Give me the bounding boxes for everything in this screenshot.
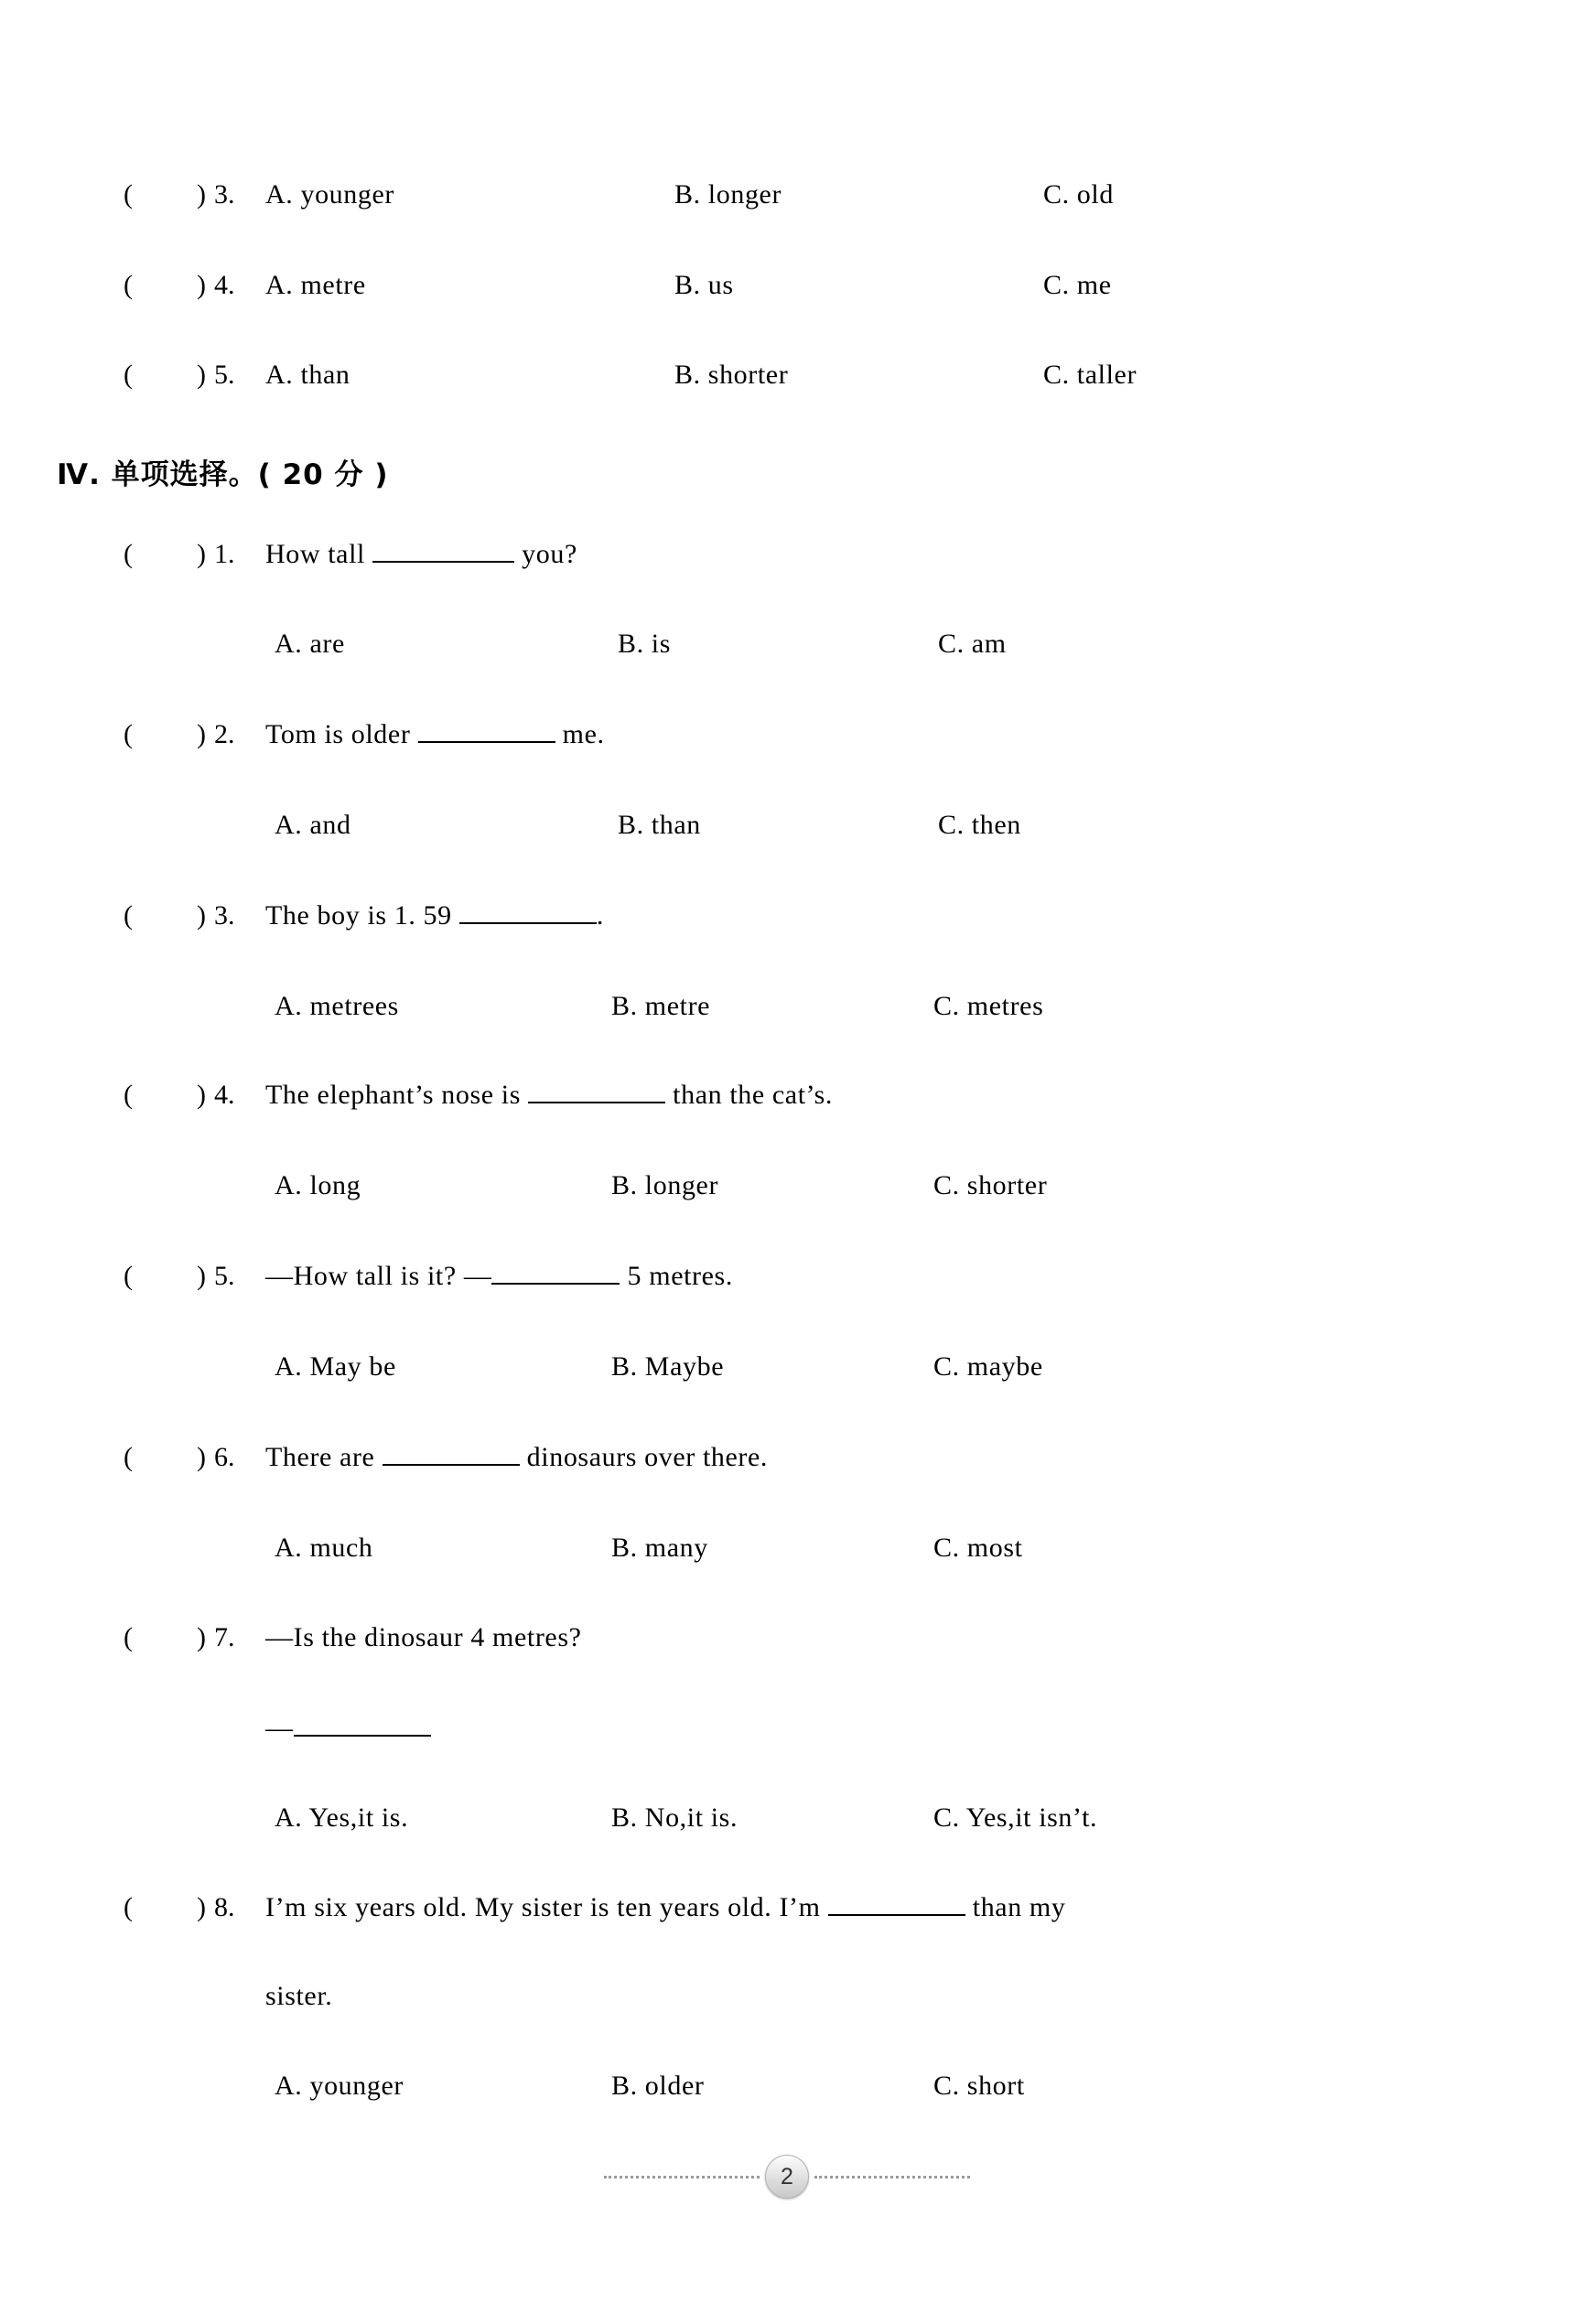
option-b: B. than: [618, 810, 701, 840]
option-a: A. than: [265, 360, 350, 390]
option-b: B. us: [674, 270, 734, 300]
footer-rule-right: [814, 2176, 970, 2179]
question-stem: [265, 1080, 833, 1111]
question-number: 6.: [214, 1442, 235, 1472]
option-a: A. and: [275, 810, 351, 840]
fill-blank: [491, 1263, 620, 1285]
answer-bracket-open: (: [124, 270, 133, 300]
option-c: C. metres: [933, 991, 1044, 1021]
option-c: C. most: [933, 1533, 1023, 1563]
fill-blank: [828, 1894, 965, 1916]
section-heading: [57, 451, 388, 492]
option-a: A. younger: [265, 179, 394, 210]
answer-bracket-open: (: [124, 1261, 133, 1291]
stem-before: The boy is 1. 59: [265, 900, 459, 931]
stem-after: me.: [555, 719, 605, 749]
option-b: B. Maybe: [611, 1351, 725, 1382]
option-c: C. taller: [1043, 360, 1137, 390]
answer-bracket-close: ): [197, 1080, 206, 1110]
option-a: A. are: [275, 629, 345, 659]
page-number: 2: [765, 2155, 809, 2199]
question-stem: —Is the dinosaur 4 metres?: [265, 1622, 582, 1652]
option-b: B. is: [618, 629, 672, 659]
question-stem: [265, 1892, 1065, 1923]
option-a: A. long: [275, 1170, 361, 1200]
question-number: 8.: [214, 1892, 235, 1922]
answer-bracket-open: (: [124, 539, 133, 569]
answer-bracket-close: ): [197, 270, 206, 300]
section-number: Ⅳ: [57, 458, 90, 491]
question-stem: [265, 900, 604, 931]
stem-after: dinosaurs over there.: [519, 1442, 769, 1472]
stem-after: than the cat’s.: [665, 1080, 833, 1110]
answer-bracket-open: (: [124, 900, 133, 931]
answer-bracket-open: (: [124, 1080, 133, 1110]
option-c: C. short: [933, 2071, 1025, 2101]
answer-bracket-close: ): [197, 539, 206, 569]
answer-bracket-open: (: [124, 360, 133, 390]
option-a: A. younger: [275, 2071, 404, 2101]
answer-bracket-open: (: [124, 719, 133, 749]
question-number: 5.: [214, 360, 235, 390]
option-b: B. metre: [611, 991, 711, 1021]
answer-bracket-close: ): [197, 1442, 206, 1472]
question-stem-line2: [265, 1713, 431, 1744]
option-b: B. older: [611, 2071, 705, 2101]
page-footer: [0, 2155, 1574, 2199]
question-number: 5.: [214, 1261, 235, 1291]
option-b: B. shorter: [674, 360, 789, 390]
fill-blank: [294, 1715, 431, 1737]
answer-bracket-open: (: [124, 1622, 133, 1652]
question-stem: [265, 719, 605, 750]
fill-blank: [459, 902, 597, 924]
answer-bracket-close: ): [197, 719, 206, 749]
footer-rule-left: [604, 2176, 760, 2179]
option-a: A. much: [275, 1533, 373, 1563]
question-stem-line2: sister.: [265, 1981, 333, 2011]
answer-bracket-close: ): [197, 360, 206, 390]
fill-blank: [372, 541, 514, 563]
stem-after: 5 metres.: [620, 1261, 733, 1291]
option-b: B. many: [611, 1533, 708, 1563]
option-c: C. maybe: [933, 1351, 1043, 1382]
fill-blank: [418, 721, 555, 743]
stem-before: —How tall is it? —: [265, 1261, 492, 1291]
answer-bracket-close: ): [197, 1261, 206, 1291]
stem-after: you?: [514, 539, 577, 569]
option-a: A. May be: [275, 1351, 396, 1382]
stem-before: There are: [265, 1442, 383, 1472]
stem-before: I’m six years old. My sister is ten years old. I’m: [265, 1892, 828, 1922]
option-c: C. Yes,it isn’t.: [933, 1802, 1098, 1833]
answer-bracket-open: (: [124, 1442, 133, 1472]
stem-after: .: [596, 900, 604, 931]
question-stem: [265, 1442, 768, 1473]
question-number: 3.: [214, 179, 235, 210]
section-title: . 单项选择。( 20 分 ): [89, 458, 389, 491]
option-c: C. then: [938, 810, 1021, 840]
question-stem: [265, 1261, 733, 1292]
answer-bracket-open: (: [124, 1892, 133, 1922]
question-number: 1.: [214, 539, 235, 569]
stem-before: Tom is older: [265, 719, 418, 749]
stem-before: How tall: [265, 539, 373, 569]
option-b: B. No,it is.: [611, 1802, 738, 1833]
question-number: 3.: [214, 900, 235, 931]
stem-before: The elephant’s nose is: [265, 1080, 529, 1110]
question-number: 4.: [214, 1080, 235, 1110]
option-c: C. shorter: [933, 1170, 1048, 1200]
question-number: 7.: [214, 1622, 235, 1652]
option-a: A. Yes,it is.: [275, 1802, 409, 1833]
answer-bracket-open: (: [124, 179, 133, 210]
question-number: 4.: [214, 270, 235, 300]
question-stem: [265, 539, 577, 570]
option-a: A. metrees: [275, 991, 399, 1021]
dash-prefix: —: [265, 1713, 294, 1743]
answer-bracket-close: ): [197, 900, 206, 931]
stem-after: than my: [965, 1892, 1066, 1922]
fill-blank: [528, 1081, 665, 1103]
option-c: C. am: [938, 629, 1007, 659]
option-b: B. longer: [611, 1170, 719, 1200]
fill-blank: [383, 1444, 520, 1466]
answer-bracket-close: ): [197, 179, 206, 210]
option-a: A. metre: [265, 270, 366, 300]
option-c: C. me: [1043, 270, 1112, 300]
option-b: B. longer: [674, 179, 782, 210]
answer-bracket-close: ): [197, 1892, 206, 1922]
answer-bracket-close: ): [197, 1622, 206, 1652]
option-c: C. old: [1043, 179, 1114, 210]
question-number: 2.: [214, 719, 235, 749]
